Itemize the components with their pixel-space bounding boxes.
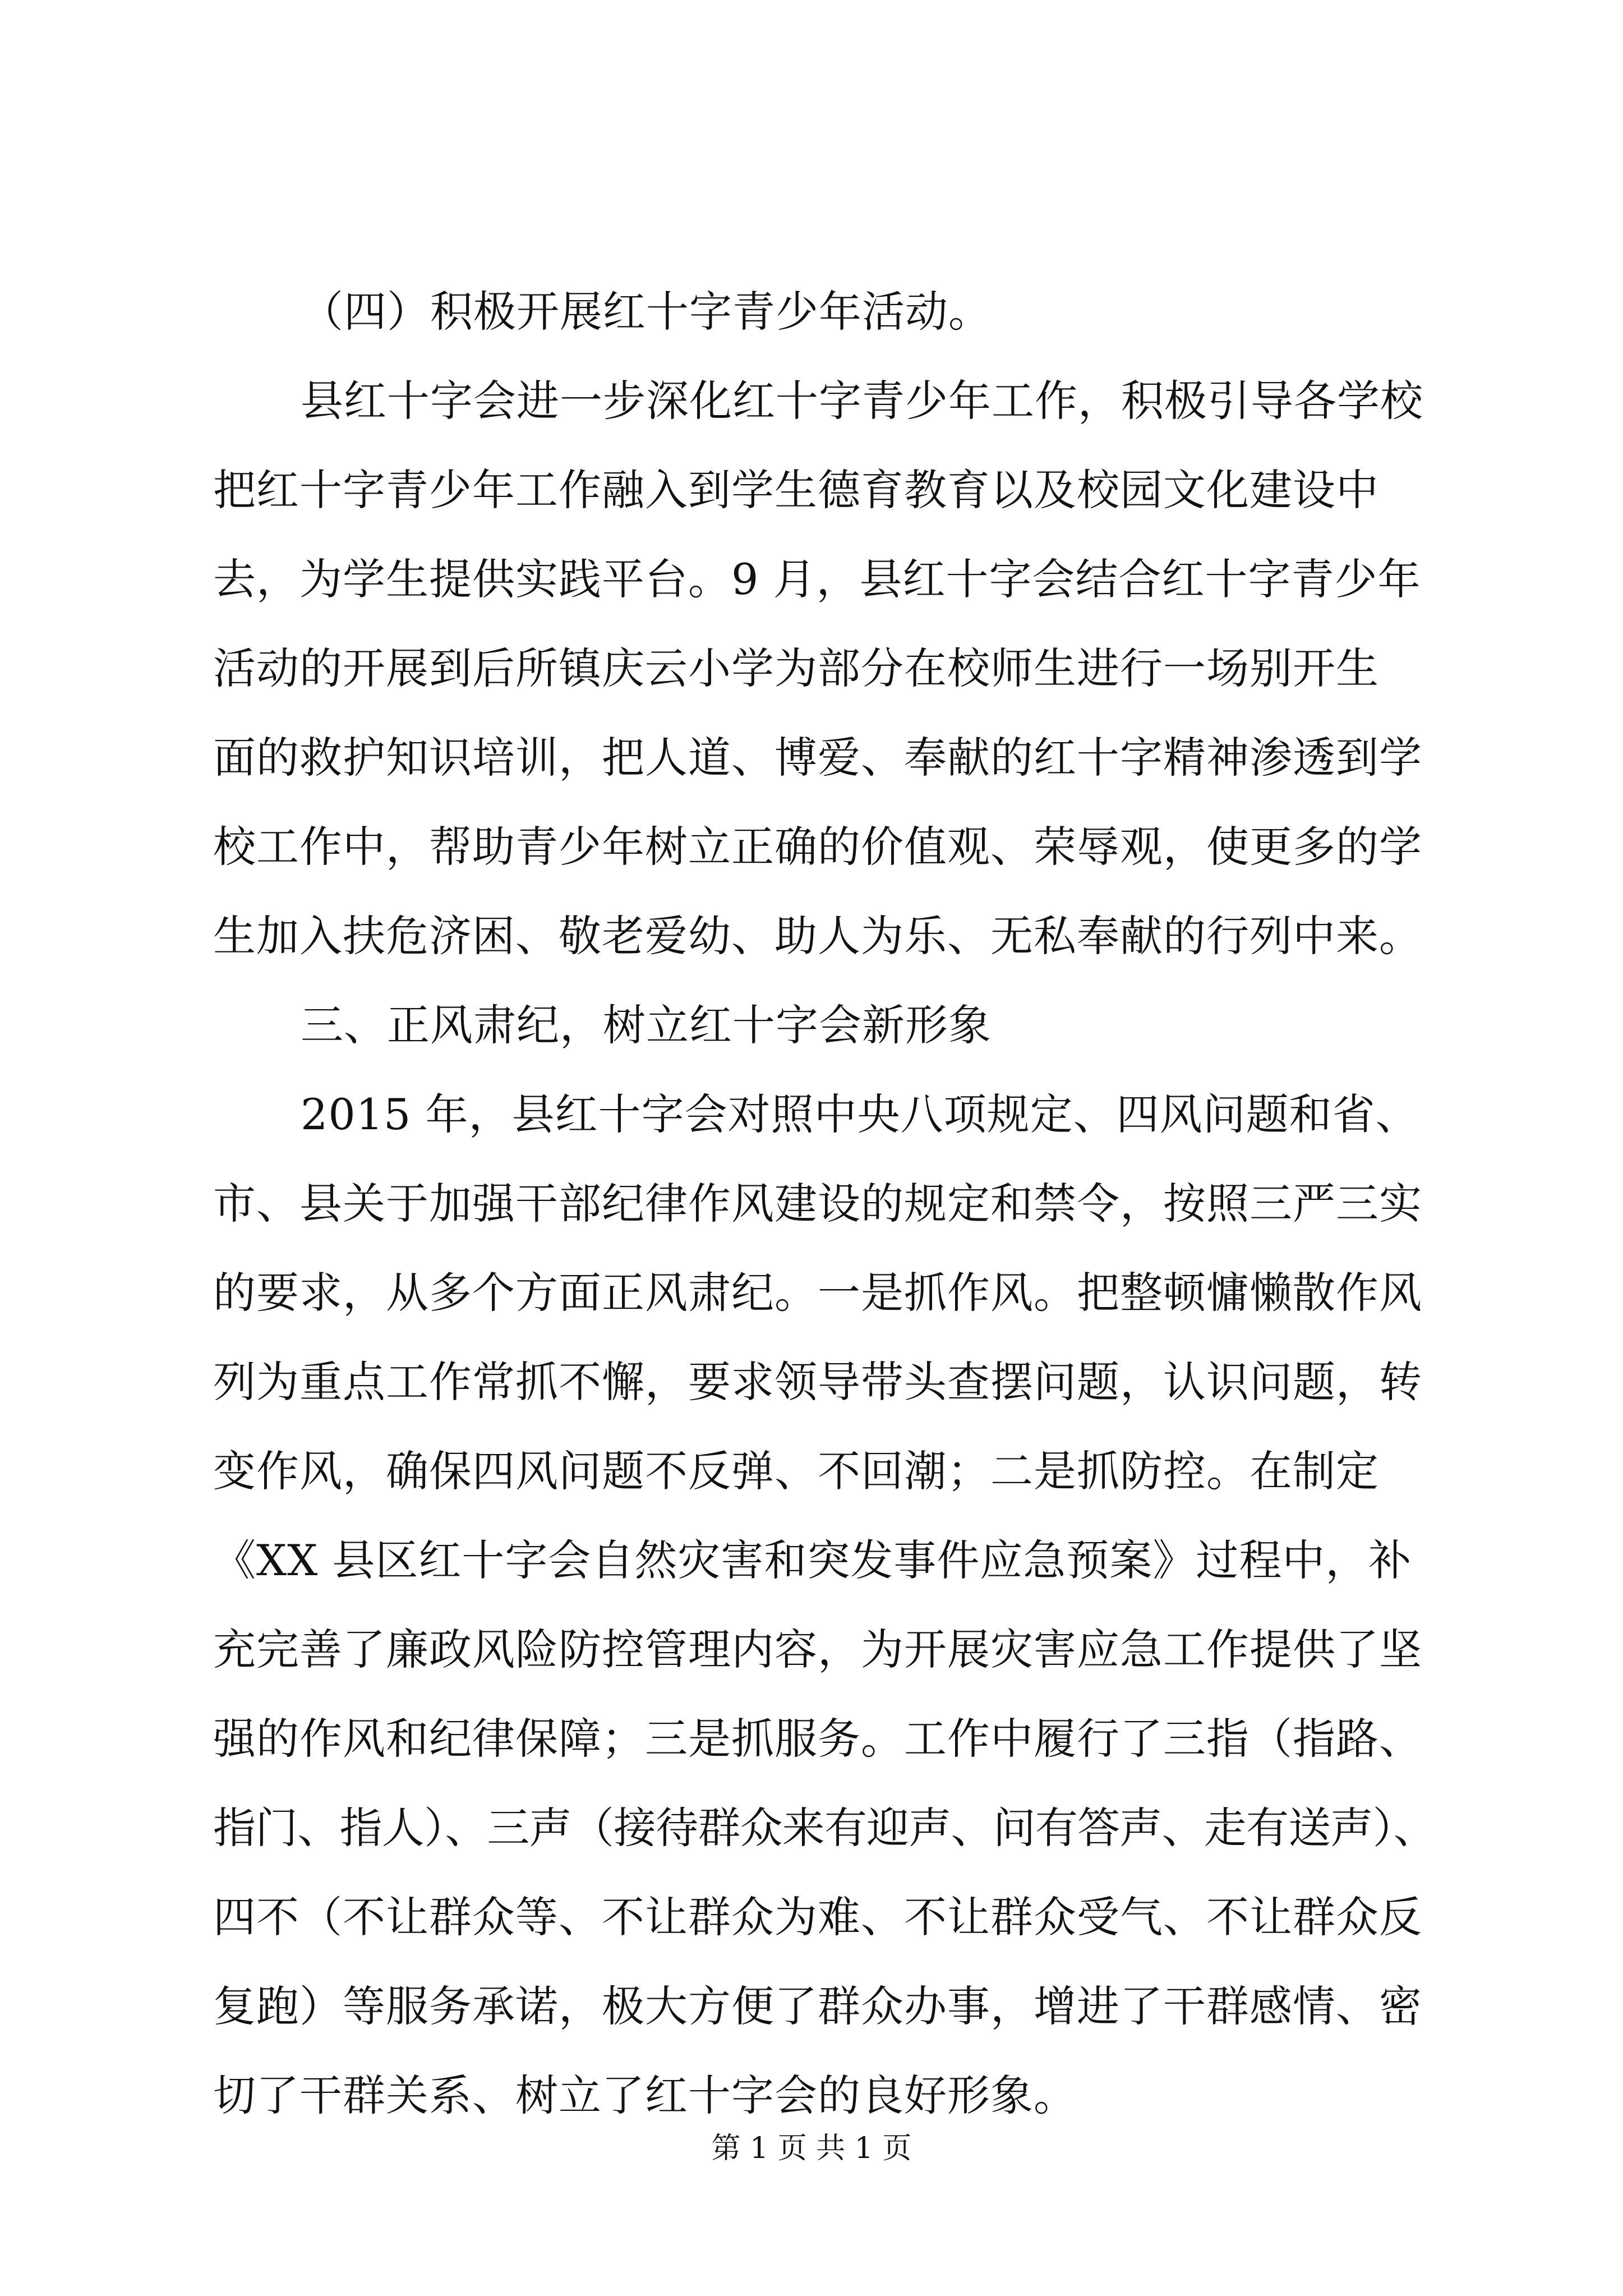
- paragraph-line: 活动的开展到后所镇庆云小学为部分在校师生进行一场别开生: [213, 643, 1379, 693]
- paragraph-line: 列为重点工作常抓不懈，要求领导带头查摆问题，认识问题，转: [213, 1357, 1422, 1407]
- section-heading-discipline: 三、正风肃纪，树立红十字会新形象: [301, 1000, 992, 1050]
- paragraph-line: 强的作风和纪律保障；三是抓服务。工作中履行了三指（指路、: [213, 1714, 1422, 1764]
- paragraph-line: 变作风，确保四风问题不反弹、不回潮；二是抓防控。在制定: [213, 1446, 1379, 1496]
- paragraph-line: 的要求，从多个方面正风肃纪。一是抓作风。把整顿慵懒散作风: [213, 1268, 1422, 1318]
- paragraph-line: 去，为学生提供实践平台。9 月，县红十字会结合红十字青少年: [213, 554, 1421, 604]
- paragraph-line: 《XX 县区红十字会自然灾害和突发事件应急预案》过程中，补: [213, 1535, 1412, 1585]
- paragraph-line: 2015 年，县红十字会对照中央八项规定、四风问题和省、: [301, 1089, 1419, 1139]
- paragraph-line: 市、县关于加强干部纪律作风建设的规定和禁令，按照三严三实: [213, 1179, 1422, 1228]
- paragraph-line: 指门、指人）、三声（接待群众来有迎声、问有答声、走有送声）、: [213, 1803, 1436, 1853]
- paragraph-line: 复跑）等服务承诺，极大方便了群众办事，增进了干群感情、密: [213, 1981, 1422, 2031]
- paragraph-line: 切了干群关系、树立了红十字会的良好形象。: [213, 2070, 1077, 2120]
- paragraph-line: 把红十字青少年工作融入到学生德育教育以及校园文化建设中: [213, 465, 1379, 515]
- page-footer: 第 1 页 共 1 页: [711, 2132, 912, 2165]
- paragraph-line: 县红十字会进一步深化红十字青少年工作，积极引导各学校: [301, 376, 1423, 426]
- paragraph-line: 生加入扶危济困、敬老爱幼、助人为乐、无私奉献的行列中来。: [213, 911, 1422, 961]
- paragraph-line: 四不（不让群众等、不让群众为难、不让群众受气、不让群众反: [213, 1892, 1422, 1942]
- section-heading-youth-activities: （四）积极开展红十字青少年活动。: [301, 287, 992, 337]
- paragraph-line: 校工作中，帮助青少年树立正确的价值观、荣辱观，使更多的学: [213, 822, 1422, 872]
- paragraph-line: 充完善了廉政风险防控管理内容，为开展灾害应急工作提供了坚: [213, 1625, 1422, 1674]
- paragraph-line: 面的救护知识培训，把人道、博爱、奉献的红十字精神渗透到学: [213, 733, 1422, 783]
